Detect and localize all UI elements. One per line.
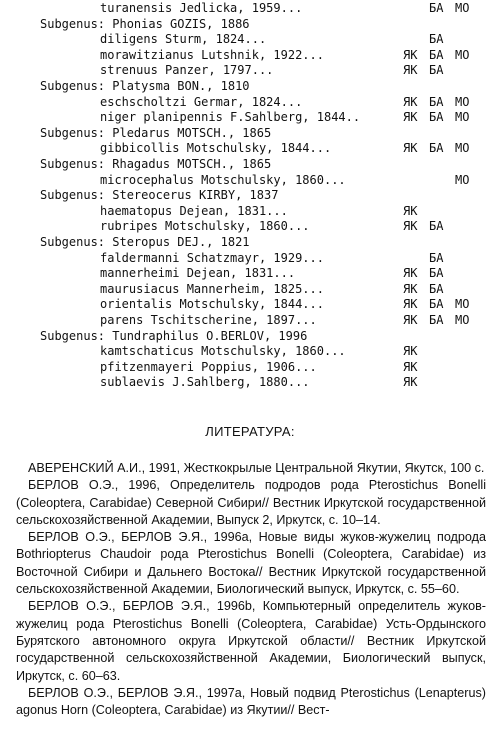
region-tag: ЯК (403, 141, 418, 156)
region-tag: ЯК (403, 266, 418, 281)
region-tag: ЯК (403, 359, 418, 374)
region-tag: МО (455, 47, 470, 62)
region-tag: БА (429, 32, 444, 47)
species-name: rubripes Motschulsky, 1860... (100, 219, 310, 234)
species-name: kamtschaticus Motschulsky, 1860... (100, 344, 346, 359)
species-name: parens Tschitscherine, 1897... (100, 313, 317, 327)
reference-entry: БЕРЛОВ О.Э., БЕРЛОВ Э.Я., 1997a, Новый подвид Pterostichus (Lenapterus) agonus Horn (Coleoptera, Carabidae) из Якутии// Вест- (16, 685, 486, 718)
literature-heading: ЛИТЕРАТУРА: (205, 424, 295, 439)
region-tag: БА (429, 1, 444, 15)
species-name: sublaevis J.Sahlberg, 1880... (100, 375, 310, 390)
region-tag: БА (429, 313, 444, 327)
region-tag: ЯК (403, 281, 418, 296)
region-tag: ЯК (403, 110, 418, 125)
species-name: eschscholtzi Germar, 1824... (100, 94, 303, 109)
region-tag: БА (429, 219, 444, 234)
reference-entry: БЕРЛОВ О.Э., 1996, Определитель подродов рода Pterostichus Bonelli (Coleoptera, Carabidae) Северной Сибири// Вестник Иркутской государственной сельскохозяйственной Академии, Выпуск 2, Иркутск, с. 10–14. (16, 478, 486, 527)
region-tag: БА (429, 94, 444, 109)
region-tag: БА (429, 250, 444, 265)
region-tag: БА (429, 47, 444, 62)
species-name: turanensis Jedlicka, 1959... (100, 1, 303, 15)
species-name: faldermanni Schatzmayr, 1929... (100, 250, 324, 265)
region-tag: БА (429, 297, 444, 312)
region-tag: МО (455, 172, 470, 187)
subgenus-name: Subgenus: Rhagadus MOTSCH., 1865 (40, 157, 272, 171)
species-name: strenuus Panzer, 1797... (100, 63, 274, 78)
species-name: orientalis Motschulsky, 1844... (100, 297, 324, 312)
region-tag: БА (429, 281, 444, 296)
region-tag: ЯК (403, 94, 418, 109)
region-tag: ЯК (403, 313, 418, 327)
subgenus-name: Subgenus: Platysma BON., 1810 (40, 79, 250, 93)
region-tag: БА (429, 141, 444, 156)
region-tag: БА (429, 266, 444, 281)
species-name: maurusiacus Mannerheim, 1825... (100, 281, 324, 296)
region-tag: ЯК (403, 344, 418, 359)
reference-list (16, 460, 486, 719)
reference-entry: АВЕРЕНСКИЙ А.И., 1991, Жесткокрылые Центральной Якутии, Якутск, 100 с. (28, 461, 485, 475)
subgenus-name: Subgenus: Pledarus MOTSCH., 1865 (40, 125, 272, 140)
species-name: niger planipennis F.Sahlberg, 1844.. (100, 110, 361, 125)
subgenus-name: Subgenus: Tundraphilus O.BERLOV, 1996 (40, 328, 308, 343)
region-tag: ЯК (403, 297, 418, 312)
subgenus-name: Subgenus: Steropus DEJ., 1821 (40, 235, 250, 249)
region-tag: ЯК (403, 63, 418, 78)
species-name: haematopus Dejean, 1831... (100, 203, 288, 218)
region-tag: БА (429, 110, 444, 125)
subgenus-name: Subgenus: Phonias GOZIS, 1886 (40, 16, 250, 31)
region-tag: ЯК (403, 375, 418, 390)
region-tag: МО (455, 1, 470, 15)
species-row (0, 373, 500, 391)
reference-entry: БЕРЛОВ О.Э., БЕРЛОВ Э.Я., 1996a, Новые виды жуков-жужелиц подрода Bothriopterus Chaudoir рода Pterostichus Bonelli (Coleoptera, Carabidae) из Восточной Сибири и Дальнего Востока// Вестник Иркутской государственной сельскохозяйственной Академии, Биологический выпуск, Иркутск, с. 55–60. (16, 530, 486, 597)
species-name: microcephalus Motschulsky, 1860... (100, 172, 346, 187)
region-tag: ЯК (403, 219, 418, 234)
region-tag: БА (429, 63, 444, 78)
region-tag: ЯК (403, 47, 418, 62)
region-tag: МО (455, 313, 470, 327)
region-tag: МО (455, 297, 470, 312)
species-name: pfitzenmayeri Poppius, 1906... (100, 359, 317, 374)
region-tag: МО (455, 94, 470, 109)
region-tag: ЯК (403, 203, 418, 218)
species-name: mannerheimi Dejean, 1831... (100, 266, 296, 281)
species-name: morawitzianus Lutshnik, 1922... (100, 47, 324, 62)
species-name: gibbicollis Motschulsky, 1844... (100, 141, 332, 156)
reference-entry: БЕРЛОВ О.Э., БЕРЛОВ Э.Я., 1996b, Компьютерный определитель жуков-жужелиц рода Pterostichus Bonelli (Coleoptera, Carabidae) Усть-Ордынского Бурятского автономного округа Иркутской области// Вестник Иркутской государственной сельскохозяйственной Академии, Биологический выпуск, Иркутск, с. 60–63. (16, 599, 486, 683)
subgenus-name: Subgenus: Stereocerus KIRBY, 1837 (40, 188, 279, 203)
region-tag: МО (455, 141, 470, 156)
species-name: diligens Sturm, 1824... (100, 32, 267, 47)
region-tag: МО (455, 110, 470, 125)
